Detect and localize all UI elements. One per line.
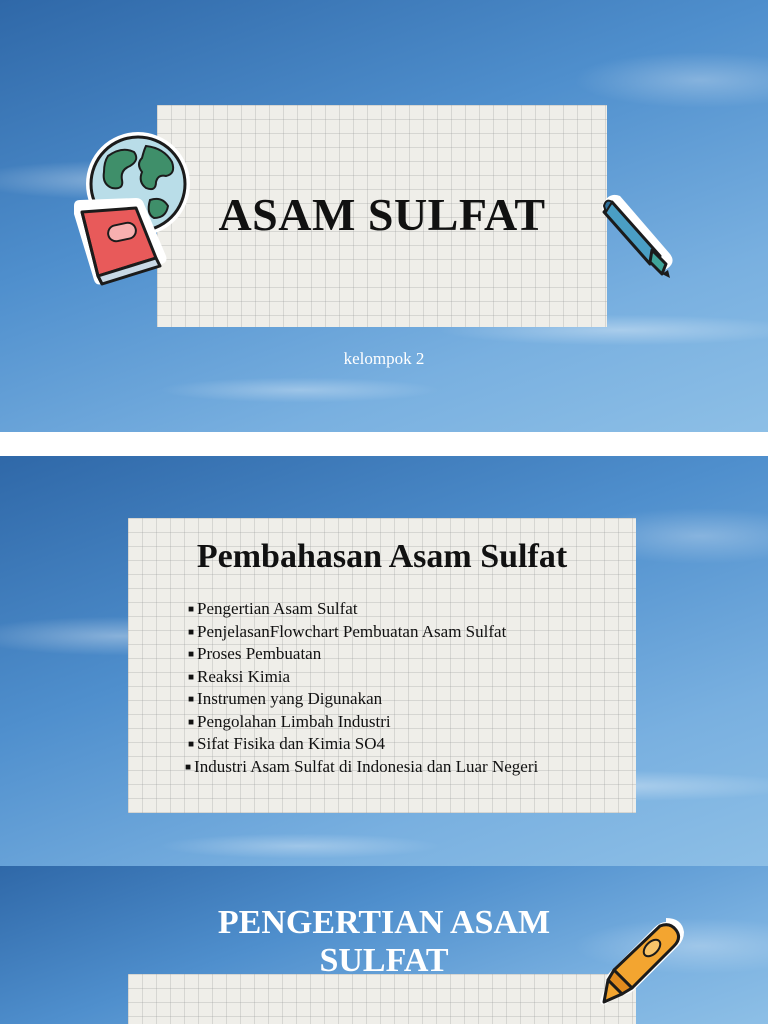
topic-list: [185, 598, 539, 778]
agenda-slide: [0, 456, 768, 866]
bullet-icon: ■: [185, 761, 192, 773]
list-item: ■ Pengolahan Limbah Industri: [188, 711, 538, 734]
list-item: ■ Reaksi Kimia: [188, 666, 538, 689]
bullet-icon: ■: [188, 716, 195, 728]
pen-icon: [596, 190, 682, 290]
list-item: ■ PenjelasanFlowchart Pembuatan Asam Sulfat: [188, 621, 538, 644]
title-slide: [0, 0, 768, 432]
bullet-icon: ■: [188, 739, 195, 750]
slide-subtitle: kelompok 2: [343, 349, 425, 368]
bullet-icon: ■: [188, 626, 195, 638]
bullet-icon: ■: [188, 694, 195, 705]
definition-slide: [0, 866, 768, 1024]
marker-icon: [594, 912, 690, 1010]
slide-title: ASAM SULFAT: [218, 189, 546, 240]
bullet-icon: ■: [188, 604, 195, 615]
list-item: ■ Sifat Fisika dan Kimia SO4: [188, 733, 538, 756]
list-item: ■ Industri Asam Sulfat di Indonesia dan Luar Negeri: [185, 756, 538, 779]
slide-title: PENGERTIAN ASAM SULFAT: [217, 904, 551, 979]
bullet-icon: ■: [188, 649, 195, 660]
slide-title: Pembahasan Asam Sulfat: [196, 538, 568, 575]
list-item: ■ Instrumen yang Digunakan: [188, 688, 538, 711]
list-item: ■ Pengertian Asam Sulfat: [188, 598, 538, 621]
bullet-icon: ■: [188, 671, 195, 683]
grid-paper-card: [128, 974, 636, 1024]
list-item: ■ Proses Pembuatan: [188, 643, 538, 666]
